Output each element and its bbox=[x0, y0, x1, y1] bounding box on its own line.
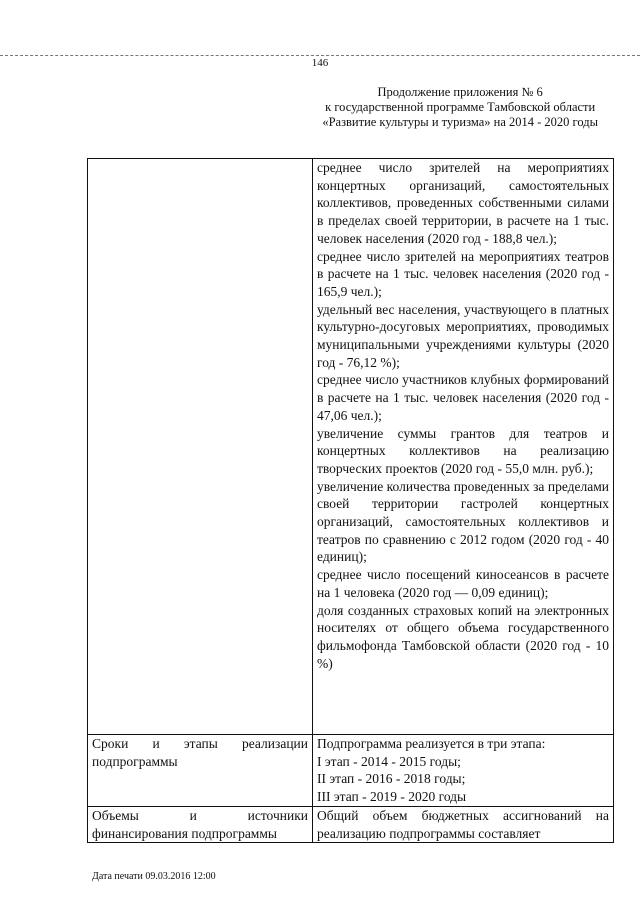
indicator-item: увеличение суммы грантов для театров и концертных коллективов на реализацию творческих проектов (2020 год - 55,0 млн. руб.); bbox=[317, 425, 609, 476]
indicator-item: увеличение количества проведенных за пределами своей территории гастролей концертных организаций, самостоятельных коллективов и театров по сравнению с 2012 годом (2020 год - 40 единиц); bbox=[317, 478, 609, 565]
page-number: 146 bbox=[311, 57, 329, 69]
row-label: Объемы и источники финансирования подпрограммы bbox=[88, 806, 313, 842]
funding-item: Общий объем бюджетных ассигнований на реализацию подпрограммы составляет bbox=[317, 807, 609, 841]
appendix-header bbox=[322, 85, 598, 130]
header-line-3: «Развитие культуры и туризма» на 2014 - 2020 годы bbox=[322, 115, 598, 129]
indicator-item: среднее число участников клубных формирований в расчете на 1 тыс. человек населения (2020 год - 47,06 чел.); bbox=[317, 372, 609, 423]
row-label: Сроки и этапы реализации подпрограммы bbox=[88, 735, 313, 807]
stage-item: Подпрограмма реализуется в три этапа: bbox=[317, 736, 546, 751]
indicator-item: среднее число зрителей на мероприятиях театров в расчете на 1 тыс. человек населения (2020 год - 165,9 чел.); bbox=[317, 248, 609, 299]
indicators-cell bbox=[313, 159, 614, 735]
indicator-item: среднее число зрителей на мероприятиях концертных организаций, самостоятельных коллективов, проведенных собственными силами в пределах своей территории, в расчете на 1 тыс. человек населения (2020 год - 188,8 чел.); bbox=[317, 160, 609, 246]
stage-item: III этап - 2019 - 2020 годы bbox=[317, 789, 467, 805]
header-line-1: Продолжение приложения № 6 bbox=[377, 85, 543, 99]
table-row bbox=[88, 806, 614, 842]
funding-cell bbox=[313, 806, 614, 842]
top-divider bbox=[0, 55, 640, 56]
subprogram-passport-table bbox=[87, 158, 614, 843]
stage-item: I этап - 2014 - 2015 годы; bbox=[317, 753, 461, 769]
table-row bbox=[88, 159, 614, 735]
stages-cell bbox=[313, 735, 614, 807]
indicator-item: среднее число посещений киносеансов в расчете на 1 человека (2020 год — 0,09 единиц); bbox=[317, 567, 609, 600]
row-label bbox=[88, 159, 313, 735]
indicator-item: доля созданных страховых копий на электронных носителях от общего объема государственного фильмофонда Тамбовской области (2020 год - 10 %) bbox=[317, 602, 609, 671]
table-row bbox=[88, 735, 614, 807]
header-line-2: к государственной программе Тамбовской области bbox=[325, 100, 596, 114]
indicator-item: удельный вес населения, участвующего в платных культурно-досуговых мероприятиях, проводимых муниципальными учреждениями культуры (2020 год - 76,12 %); bbox=[317, 301, 609, 370]
print-date: Дата печати 09.03.2016 12:00 bbox=[92, 871, 216, 882]
stage-item: II этап - 2016 - 2018 годы; bbox=[317, 771, 466, 787]
